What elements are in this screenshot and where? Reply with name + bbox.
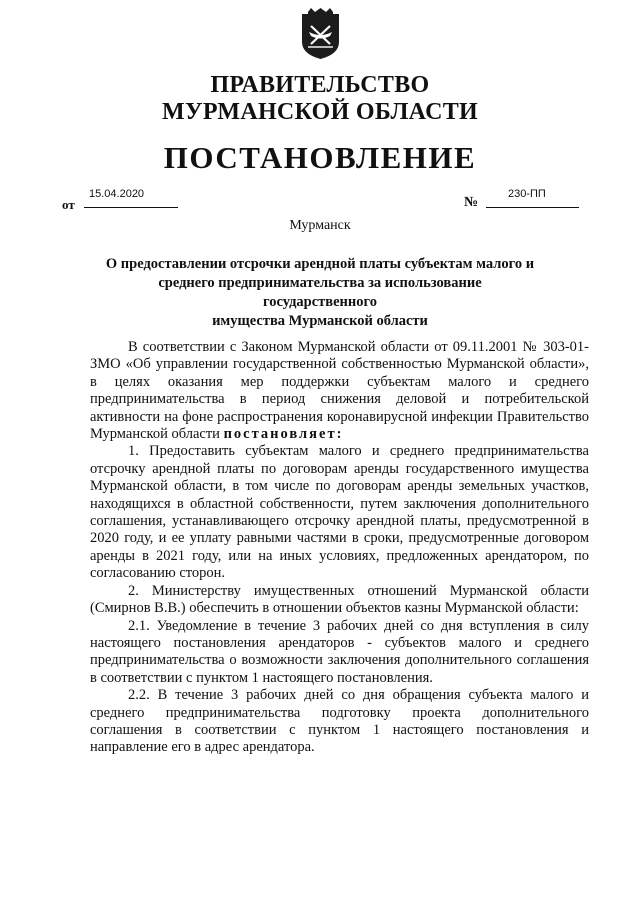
preamble-paragraph [90,339,589,443]
paragraph-2: 2. Министерству имущественных отношений Мурманской области (Смирнов В.В.) обеспечить в отношении объектов казны Мурманской области: [90,582,589,617]
government-title-line1: ПРАВИТЕЛЬСТВО [210,72,430,98]
subject-line1: О предоставлении отсрочки арендной платы субъектам малого и [105,256,535,272]
resolves-word: постановляет: [223,426,344,443]
subject-line2: среднего предпринимательства за использование государственного [158,275,482,310]
number-value: 230-ПП [508,188,546,200]
murmansk-coat-of-arms-icon [300,8,341,60]
date-label: от [62,197,75,212]
number-label: № [464,195,479,210]
preamble-text: В соответствии с Законом Мурманской области от 09.11.2001 № 303-01-ЗМО «Об управлении государственной собственностью Мурманской области», в целях оказания мер поддержки субъектам малого и среднего предпринимательства в период снижения деловой и потребительской активности на фоне распространения коронавирусной инфекции Правительство Мурманской области [90,339,589,443]
subject-line3: имущества Мурманской области [212,313,428,329]
date-field [62,186,182,212]
date-underline [84,207,178,208]
paragraph-2-2: 2.2. В течение 3 рабочих дней со дня обращения субъекта малого и среднего предпринимательства подготовку проекта дополнительного соглашения в соответствии с пунктом 1 настоящего постановления и направление его в адрес арендатора. [90,687,589,756]
document-subject [100,255,540,331]
number-underline [486,207,579,208]
paragraph-1: 1. Предоставить субъектам малого и среднего предпринимательства отсрочку арендной платы по договорам аренды государственного имущества Мурманской области, в том числе по договорам аренды земельных участков, находящихся в областной собственности, путем заключения дополнительного соглашения, устанавливающего отсрочку арендной платы, предусмотренной в 2020 году, и ее уплату равными частями в сроки, предусмотренные договором аренды в 2021 году, или на иных условиях, предложенных арендатором, по согласованию сторон. [90,443,589,582]
document-body [90,339,589,757]
number-field [464,186,584,212]
government-title [0,72,640,126]
date-value: 15.04.2020 [89,188,145,200]
document-type: ПОСТАНОВЛЕНИЕ [163,140,477,175]
government-title-line2: МУРМАНСКОЙ ОБЛАСТИ [162,99,478,125]
paragraph-2-1: 2.1. Уведомление в течение 3 рабочих дней со дня вступления в силу настоящего постановления арендаторов - субъектов малого и среднего предпринимательства о возможности заключения дополнительного соглашения в соответствии с пунктом 1 настоящего постановления. [90,617,589,686]
city: Мурманск [289,218,351,233]
